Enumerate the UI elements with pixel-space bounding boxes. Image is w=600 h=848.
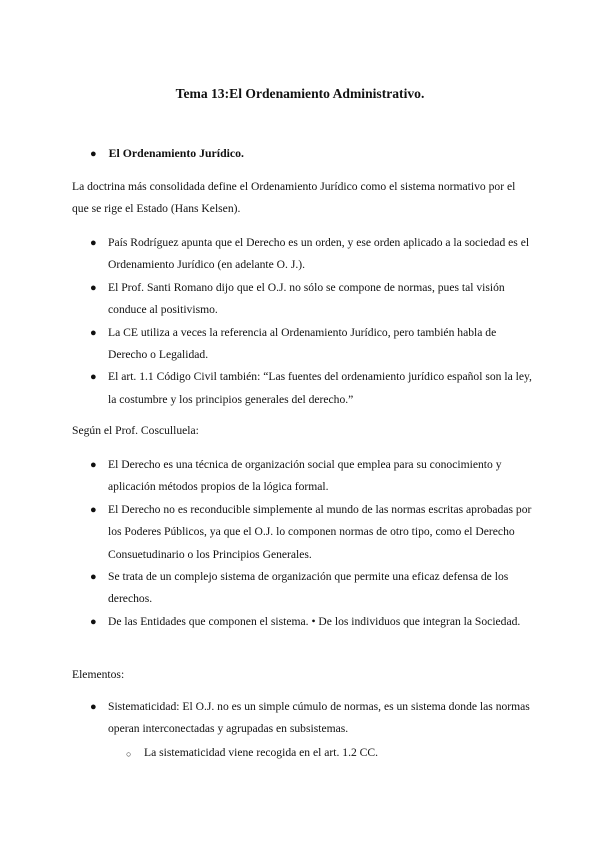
bullet-icon: ●: [90, 615, 97, 628]
sub-list-item: [126, 742, 550, 764]
list-item-text: Sistematicidad: El O.J. no es un simple cúmulo de normas, es un sistema donde las normas operan interconectadas y agrupadas en subsistemas.: [108, 700, 530, 736]
section-heading-text: El Ordenamiento Jurídico.: [108, 146, 244, 160]
list-ordenamiento: [90, 232, 532, 411]
list-item-text: El art. 1.1 Código Civil también: “Las fuentes del ordenamiento jurídico español son la ley, la costumbre y los principios generales del derecho.”: [108, 370, 532, 406]
list-item-text: País Rodríguez apunta que el Derecho es un orden, y ese orden aplicado a la sociedad es el Ordenamiento Jurídico (en adelante O. J.).: [108, 236, 530, 272]
list-item: [90, 277, 532, 322]
list-item-text: El Prof. Santi Romano dijo que el O.J. no sólo se compone de normas, pues tal visión conduce al positivismo.: [108, 280, 505, 317]
list-cosculluela: [90, 454, 532, 633]
list-item-text: El Derecho no es reconducible simplemente al mundo de las normas escritas aprobadas por los Poderes Públicos, ya que el O.J. lo componen normas de otro tipo, como el Derecho Consuetudinario o los Principios Generales.: [108, 502, 532, 561]
bullet-icon: ●: [90, 326, 97, 339]
sub-list-item-text: La sistematicidad viene recogida en el art. 1.2 CC.: [144, 746, 379, 759]
bullet-icon: ●: [90, 148, 97, 160]
bullet-icon: ●: [90, 503, 97, 516]
bullet-icon: ●: [90, 281, 97, 294]
list-item: [90, 366, 532, 411]
bullet-icon: ●: [90, 459, 97, 471]
list-item: [90, 499, 532, 566]
list-elementos: [90, 696, 532, 741]
intro-paragraph: La doctrina más consolidada define el Ordenamiento Jurídico como el sistema normativo por el que se rige el Estado (Hans Kelsen).: [72, 180, 516, 216]
list-item: [90, 566, 532, 611]
list-item: [90, 322, 532, 367]
hollow-bullet-icon: ○: [126, 749, 132, 759]
list-item: [90, 232, 532, 277]
elementos-label: Elementos:: [72, 668, 125, 681]
section-heading: [90, 146, 244, 161]
list-item-text: La CE utiliza a veces la referencia al Ordenamiento Jurídico, pero también habla de Derecho o Legalidad.: [108, 325, 497, 362]
bullet-icon: ●: [90, 237, 97, 249]
list-item: [90, 611, 532, 633]
page-title: Tema 13:El Ordenamiento Administrativo.: [175, 86, 425, 101]
list-item-text: El Derecho es una técnica de organización social que emplea para su conocimiento y aplicación métodos propios de la lógica formal.: [108, 458, 502, 494]
list-item-text: De las Entidades que componen el sistema. • De los individuos que integran la Sociedad.: [108, 614, 521, 628]
bullet-icon: ●: [90, 371, 97, 384]
list-item-text: Se trata de un complejo sistema de organización que permite una eficaz defensa de los derechos.: [108, 570, 509, 606]
bullet-icon: ●: [90, 701, 97, 713]
list-item: [90, 696, 532, 741]
cosculluela-intro: Según el Prof. Cosculluela:: [72, 424, 199, 437]
list-item: [90, 454, 532, 499]
bullet-icon: ●: [90, 571, 97, 584]
